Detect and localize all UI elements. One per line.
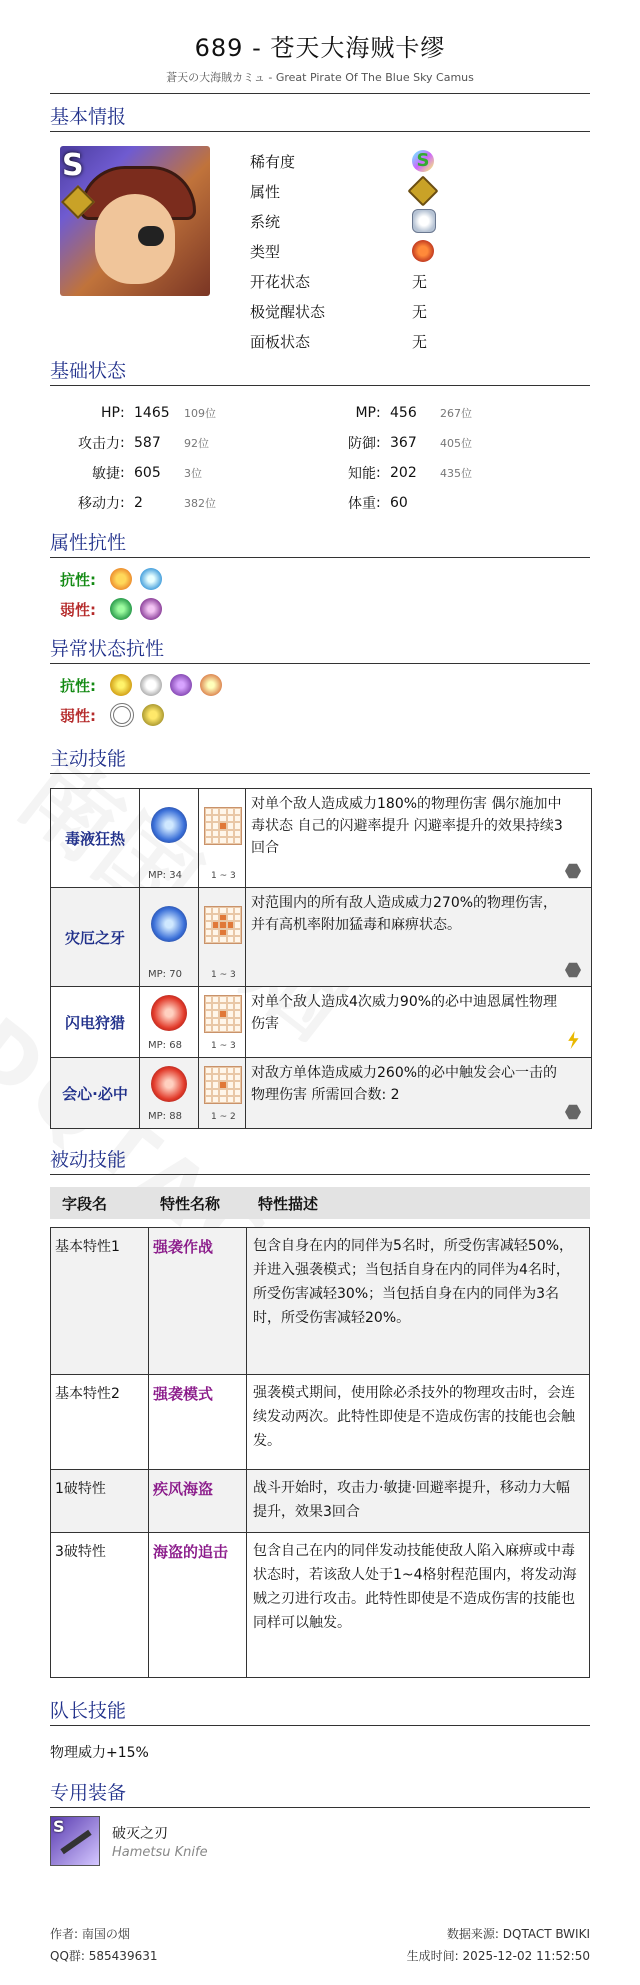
active-skill-row — [51, 887, 591, 986]
range-cell — [212, 1018, 219, 1025]
range-cell — [205, 1025, 212, 1032]
range-cell — [219, 1010, 226, 1017]
stat-colon: : — [120, 435, 125, 451]
range-cell — [212, 936, 219, 943]
attr-resist-row — [60, 564, 590, 594]
info-label: 系统 — [250, 212, 281, 231]
skill-name: 毒液狂热 — [51, 789, 140, 887]
sleep-icon — [140, 674, 162, 696]
stat-mp — [320, 405, 590, 421]
info-row-bloom — [250, 266, 452, 296]
basic-info — [50, 146, 590, 351]
stat-label: HP — [101, 405, 120, 421]
stat-agility — [50, 463, 320, 483]
stat-row — [50, 428, 590, 458]
range-cell — [219, 1096, 226, 1103]
info-label: 面板状态 — [250, 332, 311, 351]
stat-label: MP — [355, 405, 376, 421]
skill-desc-text: 对范围内的所有敌人造成威力270%的物理伤害，并有高机率附加猛毒和麻痹状态。 — [251, 895, 558, 933]
range-cell — [234, 822, 241, 829]
range-cell — [205, 1081, 212, 1088]
range-cell — [227, 815, 234, 822]
footer-row — [50, 1922, 590, 1944]
active-skill-row — [51, 1057, 591, 1128]
range-cell — [234, 1081, 241, 1088]
range-cell — [219, 815, 226, 822]
passive-table-header — [50, 1187, 590, 1219]
ice-icon — [140, 568, 162, 590]
equipment-item[interactable] — [50, 1816, 590, 1866]
range-cell — [205, 815, 212, 822]
passive-row — [51, 1469, 589, 1532]
range-cell — [212, 929, 219, 936]
stat-label: 知能 — [348, 466, 376, 482]
stat-row — [50, 458, 590, 488]
hexagon-gem-icon — [565, 962, 581, 978]
range-cell — [227, 1067, 234, 1074]
skill-range: 1 ~ 3 — [211, 871, 236, 881]
range-cell — [227, 822, 234, 829]
range-cell — [219, 830, 226, 837]
resist-icons — [110, 674, 230, 696]
skill-name: 闪电狩猎 — [51, 987, 140, 1057]
range-cell — [227, 1081, 234, 1088]
range-cell — [212, 837, 219, 844]
stats-table — [50, 398, 590, 518]
range-cell — [227, 921, 234, 928]
skill-mp: MP: 68 — [148, 1040, 182, 1051]
basic-info-table — [250, 146, 452, 351]
stat-value: 456 — [390, 405, 417, 421]
charm-icon — [142, 704, 164, 726]
passive-name: 疾风海盗 — [149, 1470, 247, 1532]
page-subtitle: 蒼天の大海賊カミュ - Great Pirate Of The Blue Sky Camus — [166, 71, 474, 84]
skill-range-cell — [199, 789, 246, 887]
range-cell — [234, 1025, 241, 1032]
range-cell — [234, 929, 241, 936]
passive-row — [51, 1228, 589, 1374]
paralyze-icon — [110, 674, 132, 696]
stat-weight — [320, 493, 590, 513]
footer-qq — [50, 1947, 157, 1964]
range-cell — [219, 996, 226, 1003]
range-cell — [205, 1067, 212, 1074]
skill-icon-cell — [140, 1058, 199, 1128]
skill-range: 1 ~ 3 — [211, 970, 236, 980]
stat-label: 攻击力 — [78, 436, 120, 452]
knife-icon — [50, 1816, 100, 1866]
section-passive-skills-heading: 被动技能 — [50, 1145, 590, 1175]
range-cell — [234, 1018, 241, 1025]
passive-name: 强袭模式 — [149, 1375, 247, 1469]
resist-label: 抗性: — [60, 570, 96, 589]
sword-blue-icon — [151, 807, 187, 843]
range-cell — [234, 907, 241, 914]
passive-key: 基本特性2 — [51, 1375, 149, 1469]
range-cell — [219, 914, 226, 921]
skill-desc-text: 对单个敌人造成威力180%的物理伤害 偶尔施加中毒状态 自己的闪避率提升 闪避率提升的效果持续3回合 — [251, 796, 563, 856]
passive-desc: 战斗开始时，攻击力·敏捷·回避率提升，移动力大幅提升，效果3回合 — [253, 1480, 570, 1520]
range-cell — [234, 996, 241, 1003]
rarity-badge-icon: S — [62, 148, 84, 183]
range-cell — [212, 1089, 219, 1096]
stat-label: 移动力 — [78, 496, 120, 512]
status-resist — [50, 670, 590, 730]
range-cell — [212, 1067, 219, 1074]
rarity-s-icon: S — [412, 150, 434, 172]
weak-label: 弱性: — [60, 600, 96, 619]
range-cell — [219, 1025, 226, 1032]
skill-range: 1 ~ 3 — [211, 1041, 236, 1051]
stat-colon: : — [376, 465, 381, 481]
range-cell — [227, 830, 234, 837]
range-cell — [212, 921, 219, 928]
passive-name: 强袭作战 — [149, 1228, 247, 1374]
skill-name: 会心·必中 — [51, 1058, 140, 1128]
author-label: 作者: — [50, 1926, 79, 1941]
sword-red-icon — [151, 1066, 187, 1102]
info-value: 无 — [412, 272, 428, 291]
range-cell — [227, 1096, 234, 1103]
info-label: 类型 — [250, 242, 281, 261]
range-cell — [205, 907, 212, 914]
range-cell — [227, 1010, 234, 1017]
range-cell — [234, 837, 241, 844]
range-cell — [219, 808, 226, 815]
section-basic-status-heading: 基础状态 — [50, 356, 590, 386]
skill-mp: MP: 34 — [148, 870, 182, 881]
range-cell — [234, 1074, 241, 1081]
passive-desc: 强袭模式期间，使用除必杀技外的物理攻击时，会连续发动两次。此特性即使是不造成伤害的技能也会触发。 — [253, 1385, 575, 1449]
header-field: 字段名 — [62, 1194, 108, 1213]
range-cell — [205, 1010, 212, 1017]
passive-row — [51, 1532, 589, 1677]
resist-label: 抗性: — [60, 676, 96, 695]
range-cell — [234, 1096, 241, 1103]
active-skills-table — [50, 788, 592, 1129]
range-cell — [205, 830, 212, 837]
range-cell — [205, 1003, 212, 1010]
range-cell — [234, 1003, 241, 1010]
range-cell — [212, 1025, 219, 1032]
range-cell — [219, 921, 226, 928]
passive-key: 3破特性 — [51, 1533, 149, 1677]
stat-movement — [50, 493, 320, 513]
passive-desc: 包含自身在内的同伴为5名时，所受伤害减轻50%，并进入强袭模式；当包括自身在内的同伴为4名时，所受伤害减轻30%；当包括自身在内的同伴为3名时，所受伤害减轻20%。 — [253, 1238, 574, 1326]
stat-colon: : — [376, 495, 381, 511]
stat-value: 367 — [390, 435, 417, 451]
stat-rank: 3位 — [184, 467, 202, 480]
range-cell — [212, 996, 219, 1003]
info-row-attribute — [250, 176, 452, 206]
range-cell — [227, 1089, 234, 1096]
status-resist-row — [60, 670, 590, 700]
skill-range-cell — [199, 1058, 246, 1128]
active-skill-row — [51, 789, 591, 887]
system-icon — [412, 209, 436, 233]
stat-attack — [50, 433, 320, 453]
confuse-icon — [200, 674, 222, 696]
footer-author — [50, 1925, 130, 1942]
qq-label: QQ群: — [50, 1948, 85, 1963]
skill-range-cell — [199, 987, 246, 1057]
sword-red-icon — [151, 995, 187, 1031]
range-cell — [219, 1089, 226, 1096]
range-cell — [234, 1010, 241, 1017]
fire-icon — [110, 568, 132, 590]
section-basic-info-heading: 基本情报 — [50, 102, 590, 132]
range-cell — [212, 1010, 219, 1017]
equip-rarity-icon: S — [53, 1817, 65, 1836]
range-cell — [227, 929, 234, 936]
range-cell — [234, 1089, 241, 1096]
stat-rank: 92位 — [184, 437, 209, 450]
info-value: 无 — [412, 302, 428, 321]
range-grid-icon — [204, 807, 242, 845]
author-value: 南国の烟 — [81, 1926, 130, 1941]
skill-range: 1 ~ 2 — [211, 1112, 236, 1122]
info-value: 无 — [412, 332, 428, 351]
stat-row — [50, 488, 590, 518]
info-label: 极觉醒状态 — [250, 302, 326, 321]
info-label: 属性 — [250, 182, 281, 201]
dark-icon — [140, 598, 162, 620]
character-page — [50, 0, 590, 1866]
passive-name: 海盗的追击 — [149, 1533, 247, 1677]
lightning-icon — [565, 1031, 581, 1049]
range-cell — [227, 914, 234, 921]
skill-desc-text: 对单个敌人造成4次威力90%的必中迪恩属性物理伤害 — [251, 994, 558, 1032]
stat-colon: : — [120, 465, 125, 481]
range-cell — [212, 1074, 219, 1081]
range-cell — [219, 907, 226, 914]
range-cell — [205, 1089, 212, 1096]
stat-value: 202 — [390, 465, 417, 481]
passive-desc: 包含自己在内的同伴发动技能使敌人陷入麻痹或中毒状态时，若该敌人处于1~4格射程范围内，将发动海贼之刃进行攻击。此特性即使是不造成伤害的技能也同样可以触发。 — [253, 1543, 577, 1631]
source-label: 数据来源: — [446, 1926, 499, 1941]
range-cell — [212, 1003, 219, 1010]
stat-value: 2 — [134, 495, 143, 511]
skill-mp: MP: 88 — [148, 1111, 182, 1122]
eyepatch-icon — [138, 226, 164, 246]
range-cell — [212, 907, 219, 914]
range-cell — [227, 1074, 234, 1081]
section-leader-skill-heading: 队长技能 — [50, 1696, 590, 1726]
range-cell — [212, 822, 219, 829]
footer-source — [447, 1925, 590, 1942]
skill-desc-text: 对敌方单体造成威力260%的必中触发会心一击的物理伤害 所需回合数: 2 — [251, 1065, 558, 1103]
range-cell — [205, 921, 212, 928]
range-cell — [205, 1018, 212, 1025]
equipment-en-name: Hametsu Knife — [112, 1844, 208, 1860]
range-cell — [205, 1096, 212, 1103]
attr-resist — [50, 564, 590, 624]
section-active-skills-heading: 主动技能 — [50, 744, 590, 774]
range-cell — [227, 1003, 234, 1010]
range-cell — [227, 837, 234, 844]
stat-rank: 267位 — [440, 407, 472, 420]
stat-colon: : — [120, 405, 125, 421]
range-cell — [212, 815, 219, 822]
knife-blade — [60, 1830, 91, 1854]
section-equipment-heading: 专用装备 — [50, 1778, 590, 1808]
info-row-panel — [250, 326, 452, 356]
range-cell — [205, 929, 212, 936]
range-cell — [219, 1074, 226, 1081]
passive-key: 基本特性1 — [51, 1228, 149, 1374]
range-cell — [227, 907, 234, 914]
range-cell — [234, 936, 241, 943]
info-row-system — [250, 206, 452, 236]
skill-icon-cell — [140, 888, 199, 986]
qq-value: 585439631 — [88, 1948, 158, 1963]
stat-value: 1465 — [134, 405, 170, 421]
stat-colon: : — [120, 495, 125, 511]
attribute-icon — [407, 175, 438, 206]
stat-colon: : — [376, 435, 381, 451]
equipment-text — [112, 1823, 208, 1860]
info-label: 开花状态 — [250, 272, 311, 291]
range-cell — [205, 996, 212, 1003]
range-cell — [205, 808, 212, 815]
skill-description — [246, 987, 591, 1057]
skill-description — [246, 1058, 591, 1128]
character-portrait — [60, 146, 210, 296]
range-cell — [212, 1081, 219, 1088]
range-cell — [227, 1018, 234, 1025]
stat-value: 587 — [134, 435, 161, 451]
skill-icon-cell — [140, 789, 199, 887]
sword-blue-icon — [151, 906, 187, 942]
range-cell — [219, 929, 226, 936]
range-cell — [227, 936, 234, 943]
info-row-type — [250, 236, 452, 266]
time-value: 2025-12-02 11:52:50 — [462, 1948, 590, 1963]
info-label: 稀有度 — [250, 152, 296, 171]
range-cell — [205, 936, 212, 943]
equipment-name: 破灭之刃 — [112, 1825, 168, 1842]
range-cell — [234, 914, 241, 921]
attr-weak-row — [60, 594, 590, 624]
range-cell — [234, 830, 241, 837]
section-attr-resist-heading: 属性抗性 — [50, 528, 590, 558]
stat-rank: 435位 — [440, 467, 472, 480]
stat-value: 605 — [134, 465, 161, 481]
range-cell — [205, 822, 212, 829]
range-grid-icon — [204, 1066, 242, 1104]
range-cell — [219, 837, 226, 844]
range-cell — [219, 1067, 226, 1074]
footer-row — [50, 1944, 590, 1966]
passive-key: 1破特性 — [51, 1470, 149, 1532]
stat-value: 60 — [390, 495, 408, 511]
passive-skills-table — [50, 1187, 590, 1678]
skill-description — [246, 888, 591, 986]
range-cell — [205, 837, 212, 844]
range-grid-icon — [204, 995, 242, 1033]
poison-icon — [170, 674, 192, 696]
page-title: 689 - 苍天大海贼卡缪 — [194, 34, 446, 62]
header-name: 特性名称 — [160, 1194, 221, 1213]
passive-table-body — [50, 1227, 590, 1678]
type-icon — [412, 240, 434, 262]
section-status-resist-heading: 异常状态抗性 — [50, 634, 590, 664]
wind-icon — [110, 598, 132, 620]
info-row-rarity — [250, 146, 452, 176]
range-cell — [227, 1025, 234, 1032]
skill-name: 灾厄之牙 — [51, 888, 140, 986]
hexagon-gem-icon — [565, 1104, 581, 1120]
stat-intelligence — [320, 463, 590, 483]
status-weak-row — [60, 700, 590, 730]
stat-row — [50, 398, 590, 428]
weak-icons — [110, 598, 170, 620]
range-cell — [212, 914, 219, 921]
range-cell — [212, 808, 219, 815]
skill-icon-cell — [140, 987, 199, 1057]
divider — [50, 93, 590, 94]
source-value: DQTACT BWIKI — [502, 1926, 590, 1941]
stat-colon: : — [376, 405, 381, 421]
range-cell — [212, 1096, 219, 1103]
stat-label: 体重 — [348, 496, 376, 512]
range-cell — [219, 1018, 226, 1025]
stat-label: 敏捷 — [92, 466, 120, 482]
footer-time — [407, 1947, 590, 1964]
active-skill-row — [51, 986, 591, 1057]
range-cell — [234, 815, 241, 822]
stat-rank: 109位 — [184, 407, 216, 420]
range-cell — [234, 921, 241, 928]
skill-range-cell — [199, 888, 246, 986]
stat-defense — [320, 433, 590, 453]
range-cell — [205, 914, 212, 921]
range-cell — [227, 996, 234, 1003]
footer — [50, 1922, 590, 1966]
skill-description — [246, 789, 591, 887]
time-label: 生成时间: — [406, 1948, 459, 1963]
resist-icons — [110, 568, 170, 590]
range-cell — [219, 822, 226, 829]
leader-skill-text: 物理威力+15% — [50, 1745, 149, 1761]
range-grid-icon — [204, 906, 242, 944]
passive-row — [51, 1374, 589, 1469]
range-cell — [234, 808, 241, 815]
range-cell — [219, 936, 226, 943]
range-cell — [219, 1003, 226, 1010]
header-desc: 特性描述 — [258, 1194, 319, 1213]
range-cell — [212, 830, 219, 837]
stat-rank: 382位 — [184, 497, 216, 510]
stat-hp — [50, 405, 320, 421]
hexagon-gem-icon — [565, 863, 581, 879]
seal-icon — [110, 703, 134, 727]
stat-rank: 405位 — [440, 437, 472, 450]
weak-label: 弱性: — [60, 706, 96, 725]
stat-label: 防御 — [348, 436, 376, 452]
info-row-awakening — [250, 296, 452, 326]
range-cell — [234, 1067, 241, 1074]
range-cell — [205, 1074, 212, 1081]
range-cell — [219, 1081, 226, 1088]
weak-icons — [110, 703, 172, 727]
skill-mp: MP: 70 — [148, 969, 182, 980]
range-cell — [227, 808, 234, 815]
